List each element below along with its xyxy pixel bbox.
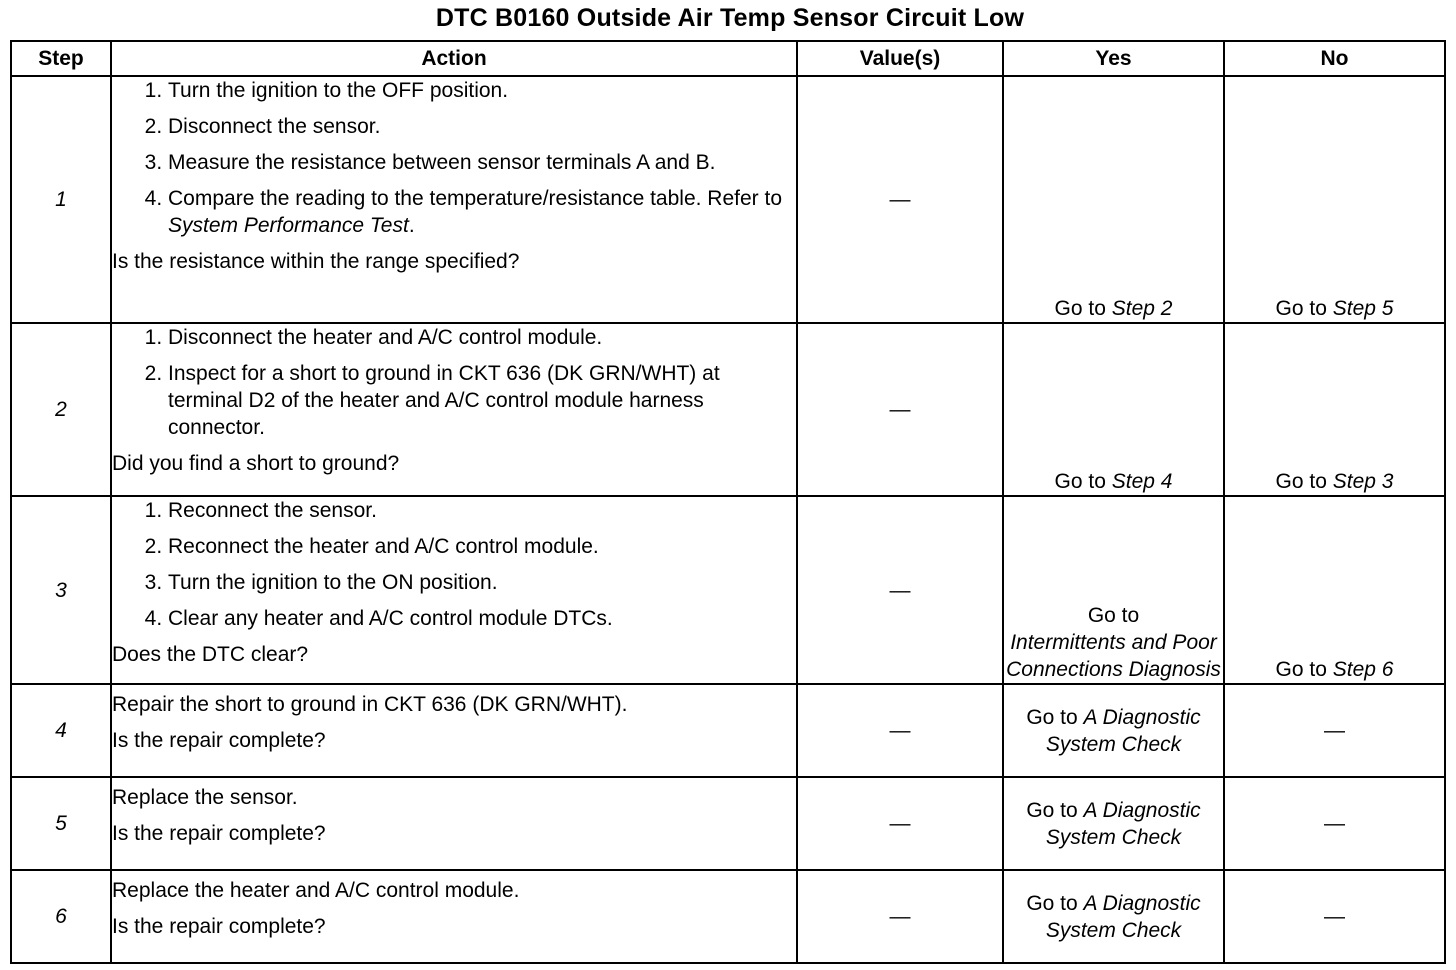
no-cell — [1224, 777, 1445, 870]
action-steps — [112, 324, 796, 441]
yes-cell — [1003, 777, 1224, 870]
no-prefix: Go to — [1275, 470, 1327, 493]
empty-value: — — [889, 905, 911, 928]
action-cell — [111, 870, 797, 963]
action-step: 4. Clear any heater and A/C control module DTCs. — [168, 605, 796, 632]
step-number: 6 — [11, 870, 111, 963]
action-step — [168, 185, 796, 239]
question: Is the repair complete? — [112, 729, 326, 752]
yes-link[interactable]: A Diagnostic System Check — [1045, 798, 1201, 849]
yes-link[interactable]: A Diagnostic System Check — [1045, 891, 1201, 942]
header-no: No — [1224, 41, 1445, 76]
action-text: Replace the sensor. — [112, 786, 298, 809]
header-row — [11, 41, 1445, 76]
action-cell — [111, 76, 797, 323]
no-cell — [1224, 684, 1445, 777]
yes-cell — [1003, 323, 1224, 496]
value-cell — [797, 870, 1003, 963]
action-step: 3. Measure the resistance between sensor terminals A and B. — [168, 149, 796, 176]
header-step: Step — [11, 41, 111, 76]
empty-value: — — [1324, 812, 1345, 835]
yes-link[interactable]: Intermittents and Poor Connections Diagnosis — [1006, 631, 1221, 681]
yes-link[interactable]: Step 4 — [1111, 470, 1173, 493]
action-cell — [111, 684, 797, 777]
yes-prefix: Go to — [1054, 297, 1106, 320]
action-step: 2. Disconnect the sensor. — [168, 113, 796, 140]
action-step-text: Compare the reading to the temperature/resistance table. Refer to — [168, 187, 783, 210]
yes-prefix: Go to — [1026, 891, 1078, 915]
no-prefix: Go to — [1275, 297, 1327, 320]
yes-cell — [1003, 684, 1224, 777]
reference-link[interactable]: System Performance Test — [168, 214, 409, 237]
table-row-step-5 — [11, 777, 1445, 870]
empty-value: — — [1324, 905, 1345, 928]
action-text: Replace the heater and A/C control module. — [112, 879, 520, 902]
action-step: 2. Reconnect the heater and A/C control module. — [168, 533, 796, 560]
action-steps — [112, 77, 796, 239]
value-cell — [797, 323, 1003, 496]
yes-cell — [1003, 496, 1224, 684]
yes-prefix: Go to — [1054, 470, 1106, 493]
diagnostic-table — [10, 40, 1446, 964]
yes-cell — [1003, 870, 1224, 963]
no-cell — [1224, 76, 1445, 323]
value-cell — [797, 777, 1003, 870]
page-title: DTC B0160 Outside Air Temp Sensor Circuit Low — [435, 4, 1025, 32]
header-values: Value(s) — [797, 41, 1003, 76]
yes-link[interactable]: A Diagnostic System Check — [1045, 705, 1201, 756]
yes-prefix: Go to — [1087, 604, 1140, 627]
empty-value: — — [889, 812, 911, 835]
action-step-end: . — [408, 214, 415, 237]
action-step: 1. Turn the ignition to the OFF position. — [168, 77, 796, 104]
no-cell — [1224, 496, 1445, 684]
table-row-step-3 — [11, 496, 1445, 684]
yes-prefix: Go to — [1026, 705, 1078, 729]
no-link[interactable]: Step 6 — [1332, 658, 1394, 681]
question: Does the DTC clear? — [112, 643, 309, 666]
empty-value: — — [1324, 719, 1345, 742]
question: Is the repair complete? — [112, 822, 326, 845]
action-cell — [111, 777, 797, 870]
action-cell — [111, 323, 797, 496]
value-cell — [797, 496, 1003, 684]
action-step: 3. Turn the ignition to the ON position. — [168, 569, 796, 596]
table-row-step-6 — [11, 870, 1445, 963]
question: Is the repair complete? — [112, 915, 326, 938]
empty-value: — — [889, 188, 911, 211]
empty-value: — — [889, 578, 911, 602]
step-number: 3 — [11, 496, 111, 684]
action-steps — [112, 497, 796, 632]
header-action: Action — [111, 41, 797, 76]
value-cell — [797, 76, 1003, 323]
no-prefix: Go to — [1275, 658, 1327, 681]
step-number: 1 — [11, 76, 111, 323]
no-cell — [1224, 323, 1445, 496]
question: Did you find a short to ground? — [112, 452, 400, 475]
step-number: 2 — [11, 323, 111, 496]
yes-prefix: Go to — [1026, 798, 1078, 822]
header-yes: Yes — [1003, 41, 1224, 76]
action-step: 1. Disconnect the heater and A/C control module. — [168, 324, 796, 351]
action-cell — [111, 496, 797, 684]
table-row-step-4 — [11, 684, 1445, 777]
action-step: 1. Reconnect the sensor. — [168, 497, 796, 524]
yes-cell — [1003, 76, 1224, 323]
no-link[interactable]: Step 3 — [1332, 470, 1394, 493]
table-row-step-1 — [11, 76, 1445, 323]
table-row-step-2 — [11, 323, 1445, 496]
no-link[interactable]: Step 5 — [1332, 297, 1394, 320]
yes-link[interactable]: Step 2 — [1111, 297, 1173, 320]
empty-value: — — [889, 398, 911, 421]
step-number: 5 — [11, 777, 111, 870]
empty-value: — — [889, 719, 911, 742]
no-cell — [1224, 870, 1445, 963]
action-text: Repair the short to ground in CKT 636 (DK GRN/WHT). — [112, 693, 628, 716]
step-number: 4 — [11, 684, 111, 777]
question: Is the resistance within the range specified? — [112, 250, 520, 273]
value-cell — [797, 684, 1003, 777]
action-step: 2. Inspect for a short to ground in CKT 636 (DK GRN/WHT) at terminal D2 of the heater and A/C control module harness connector. — [168, 360, 796, 441]
